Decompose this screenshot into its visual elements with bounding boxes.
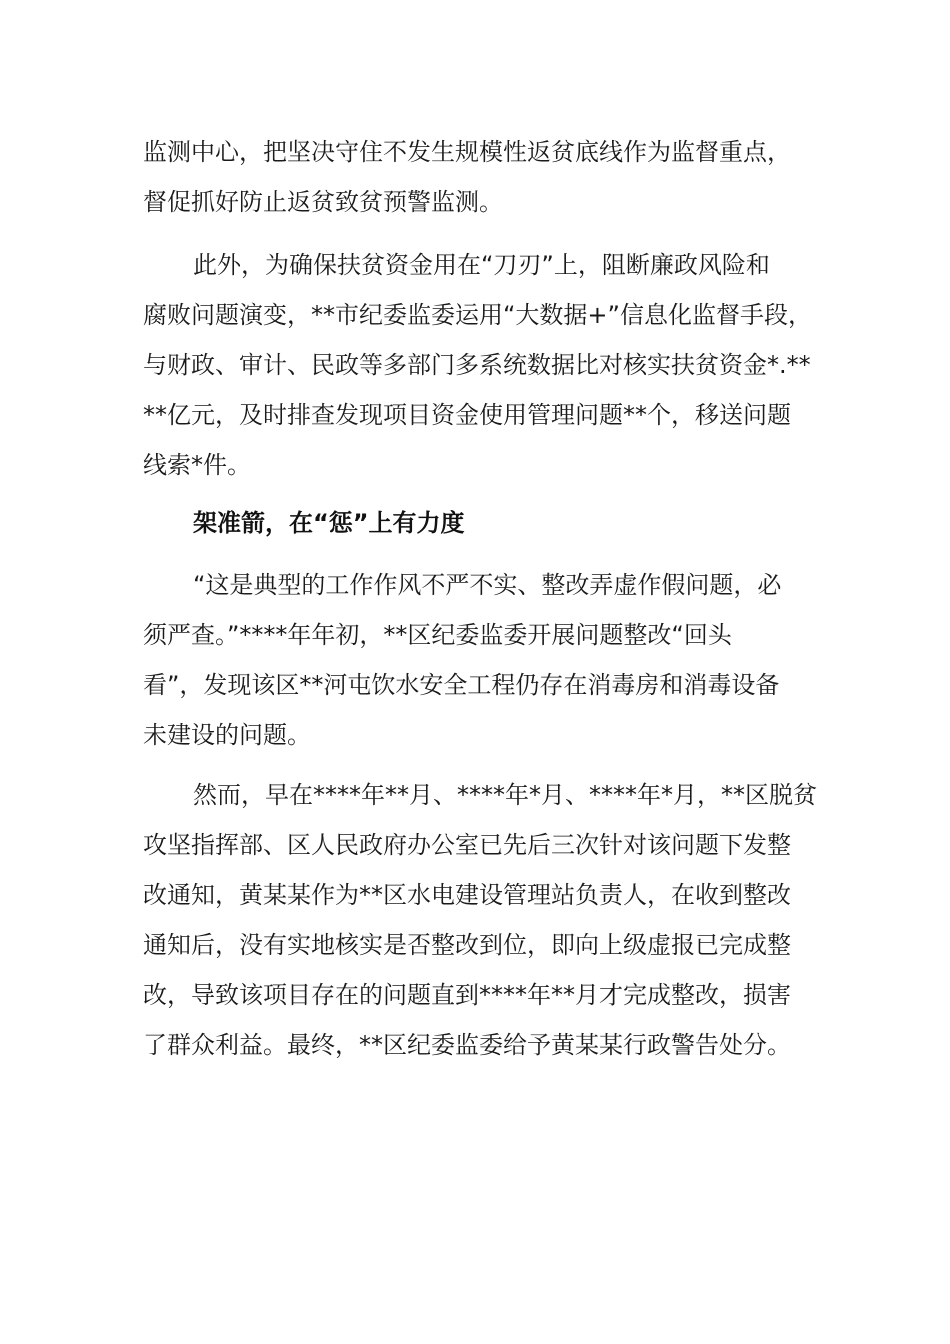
text-line: 腐败问题演变，**市纪委监委运用“大数据+”信息化监督手段， xyxy=(143,301,812,329)
paragraph-case-detail xyxy=(143,770,817,1070)
text-line: 监测中心，把坚决守住不发生规模性返贫底线作为监督重点， xyxy=(143,138,791,166)
text-line: 此外，为确保扶贫资金用在“刀刃”上，阻断廉政风险和 xyxy=(193,251,770,279)
section-heading xyxy=(143,498,811,548)
text-line: 看”，发现该区**河屯饮水安全工程仍存在消毒房和消毒设备 xyxy=(143,671,780,699)
text-line: 与财政、审计、民政等多部门多系统数据比对核实扶贫资金*.** xyxy=(143,351,811,379)
paragraph-case-intro xyxy=(143,560,811,760)
paragraph-monitoring xyxy=(143,127,811,227)
text-line: 未建设的问题。 xyxy=(143,721,311,749)
text-line: 改通知，黄某某作为**区水电建设管理站负责人，在收到整改 xyxy=(143,881,791,909)
heading-text: 架准箭，在“惩”上有力度 xyxy=(193,509,465,537)
text-line: 改，导致该项目存在的问题直到****年**月才完成整改，损害 xyxy=(143,981,791,1009)
paragraph-funds xyxy=(143,240,811,490)
text-line: “这是典型的工作作风不严不实、整改弄虚作假问题，必 xyxy=(193,571,782,599)
text-line: **亿元，及时排查发现项目资金使用管理问题**个，移送问题 xyxy=(143,401,791,429)
text-line: 了群众利益。最终，**区纪委监委给予黄某某行政警告处分。 xyxy=(143,1031,791,1059)
text-line: 然而，早在****年**月、****年*月、****年*月，**区脱贫 xyxy=(193,781,817,809)
text-line: 须严查。”****年年初，**区纪委监委开展问题整改“回头 xyxy=(143,621,732,649)
text-line: 督促抓好防止返贫致贫预警监测。 xyxy=(143,188,503,216)
text-line: 通知后，没有实地核实是否整改到位，即向上级虚报已完成整 xyxy=(143,931,791,959)
text-line: 线索*件。 xyxy=(143,451,251,479)
text-line: 攻坚指挥部、区人民政府办公室已先后三次针对该问题下发整 xyxy=(143,831,791,859)
